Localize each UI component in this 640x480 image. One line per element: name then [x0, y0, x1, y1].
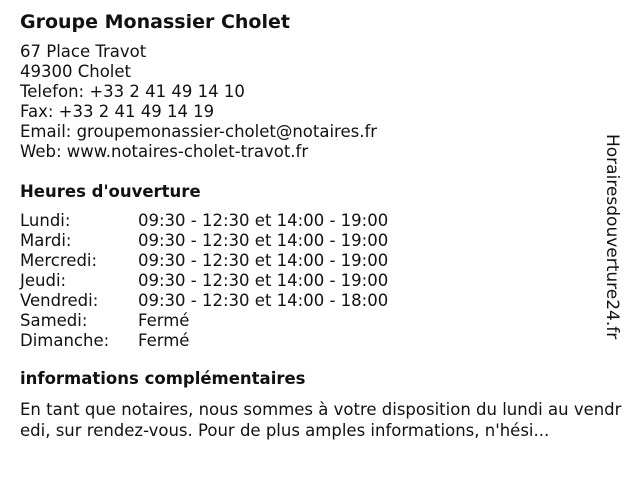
hours-row-wednesday — [20, 251, 610, 271]
day-label: Mercredi: — [20, 251, 98, 270]
hours-row-sunday — [20, 331, 610, 351]
additional-info-text: En tant que notaires, nous sommes à votre disposition du lundi au vendredi, sur rendez-vous. Pour de plus amples informations, n'hési... — [20, 400, 622, 440]
phone-number[interactable]: Telefon: +33 2 41 49 14 10 — [20, 82, 245, 101]
opening-hours-table — [20, 211, 610, 351]
hours-row-thursday — [20, 271, 610, 291]
email-address[interactable]: Email: groupemonassier-cholet@notaires.fr — [20, 122, 378, 141]
hours-row-monday — [20, 211, 610, 231]
time-value: Fermé — [138, 331, 190, 350]
day-label: Lundi: — [20, 211, 71, 230]
day-label: Vendredi: — [20, 291, 99, 310]
time-value: 09:30 - 12:30 et 14:00 - 18:00 — [138, 291, 389, 310]
opening-hours-heading: Heures d'ouverture — [20, 182, 201, 201]
fax-number: Fax: +33 2 41 49 14 19 — [20, 102, 215, 121]
time-value: 09:30 - 12:30 et 14:00 - 19:00 — [138, 251, 389, 270]
time-value: 09:30 - 12:30 et 14:00 - 19:00 — [138, 231, 389, 250]
address-block — [20, 42, 610, 162]
business-name: Groupe Monassier Cholet — [20, 11, 290, 33]
time-value: Fermé — [138, 311, 190, 330]
street-address: 67 Place Travot — [20, 42, 147, 61]
additional-info-heading: informations complémentaires — [20, 369, 306, 388]
website-link[interactable]: Web: www.notaires-cholet-travot.fr — [20, 142, 309, 161]
hours-row-saturday — [20, 311, 610, 331]
hours-row-friday — [20, 291, 610, 311]
day-label: Dimanche: — [20, 331, 110, 350]
time-value: 09:30 - 12:30 et 14:00 - 19:00 — [138, 271, 389, 290]
day-label: Mardi: — [20, 231, 72, 250]
time-value: 09:30 - 12:30 et 14:00 - 19:00 — [138, 211, 389, 230]
watermark-brand: Horairesdouverture24.fr — [602, 134, 622, 340]
day-label: Samedi: — [20, 311, 88, 330]
day-label: Jeudi: — [20, 271, 67, 290]
postal-city: 49300 Cholet — [20, 62, 132, 81]
hours-row-tuesday — [20, 231, 610, 251]
